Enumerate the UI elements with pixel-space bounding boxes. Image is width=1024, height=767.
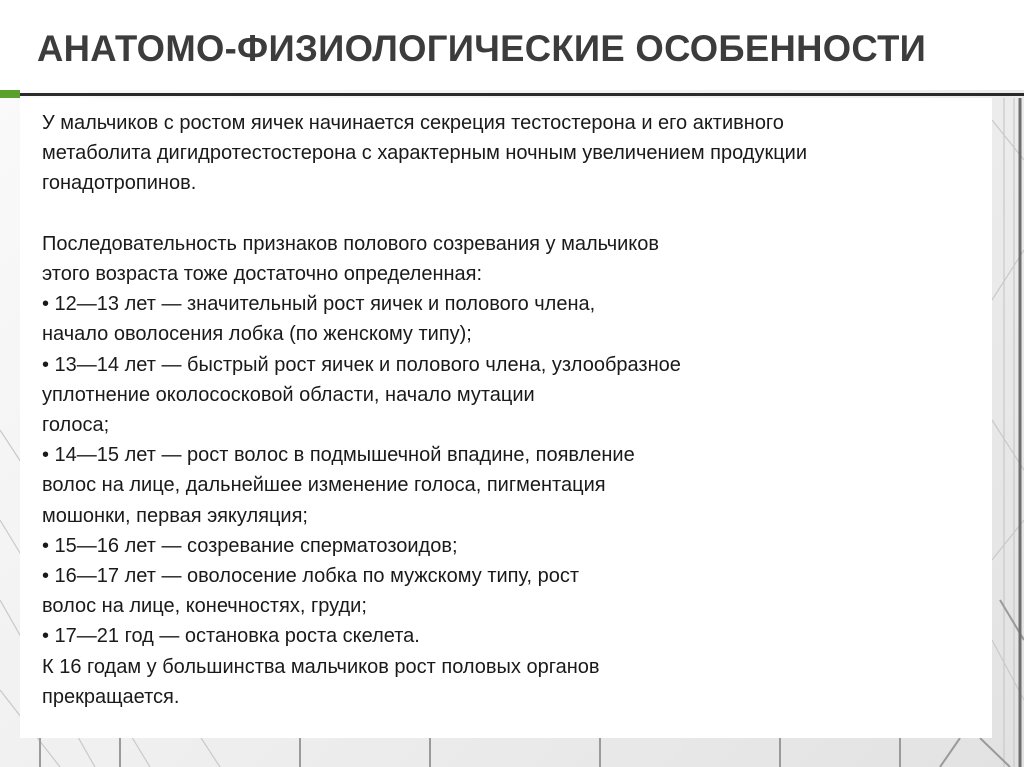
body-line: этого возраста тоже достаточно определенная: [42,263,483,285]
paragraph-spacer [42,199,982,229]
list-item-continuation: мошонки, первая эякуляция; [42,504,308,527]
list-item-continuation: уплотнение околососковой области, начало мутации [42,383,535,406]
list-item: • 12—13 лет — значительный рост яичек и полового члена, [42,293,596,316]
conclusion-line: К 16 годам у большинства мальчиков рост половых органов [42,655,600,678]
list-item: • 15—16 лет — созревание сперматозоидов; [42,534,458,557]
list-item: • 13—14 лет — быстрый рост яичек и полового члена, узлообразное [42,353,681,376]
list-item-continuation: начало оволосения лобка (по женскому типу); [42,323,472,346]
title-accent-bar [0,90,20,98]
body-line: Последовательность признаков полового созревания у мальчиков [42,232,660,255]
list-item-continuation: волос на лице, дальнейшее изменение голоса, пигментация [42,474,606,497]
conclusion-line: прекращается. [42,685,180,708]
content-panel [20,98,992,738]
intro-line: метаболита дигидротестостерона с характерным ночным увеличением продукции [42,142,807,165]
title-area [0,0,1024,90]
title-divider-line [20,93,1024,96]
intro-line: гонадотропинов. [42,172,197,195]
list-item: • 16—17 лет — оволосение лобка по мужскому типу, рост [42,565,579,588]
intro-line: У мальчиков с ростом яичек начинается секреция тестостерона и его активного [42,112,784,134]
list-item: • 14—15 лет — рост волос в подмышечной впадине, появление [42,444,635,467]
list-item: • 17—21 год — остановка роста скелета. [42,625,420,648]
slide-title: АНАТОМО-ФИЗИОЛОГИЧЕСКИЕ ОСОБЕННОСТИ [37,28,927,69]
list-item-continuation: голоса; [42,414,110,437]
list-item-continuation: волос на лице, конечностях, груди; [42,595,367,618]
body-text [42,108,982,712]
